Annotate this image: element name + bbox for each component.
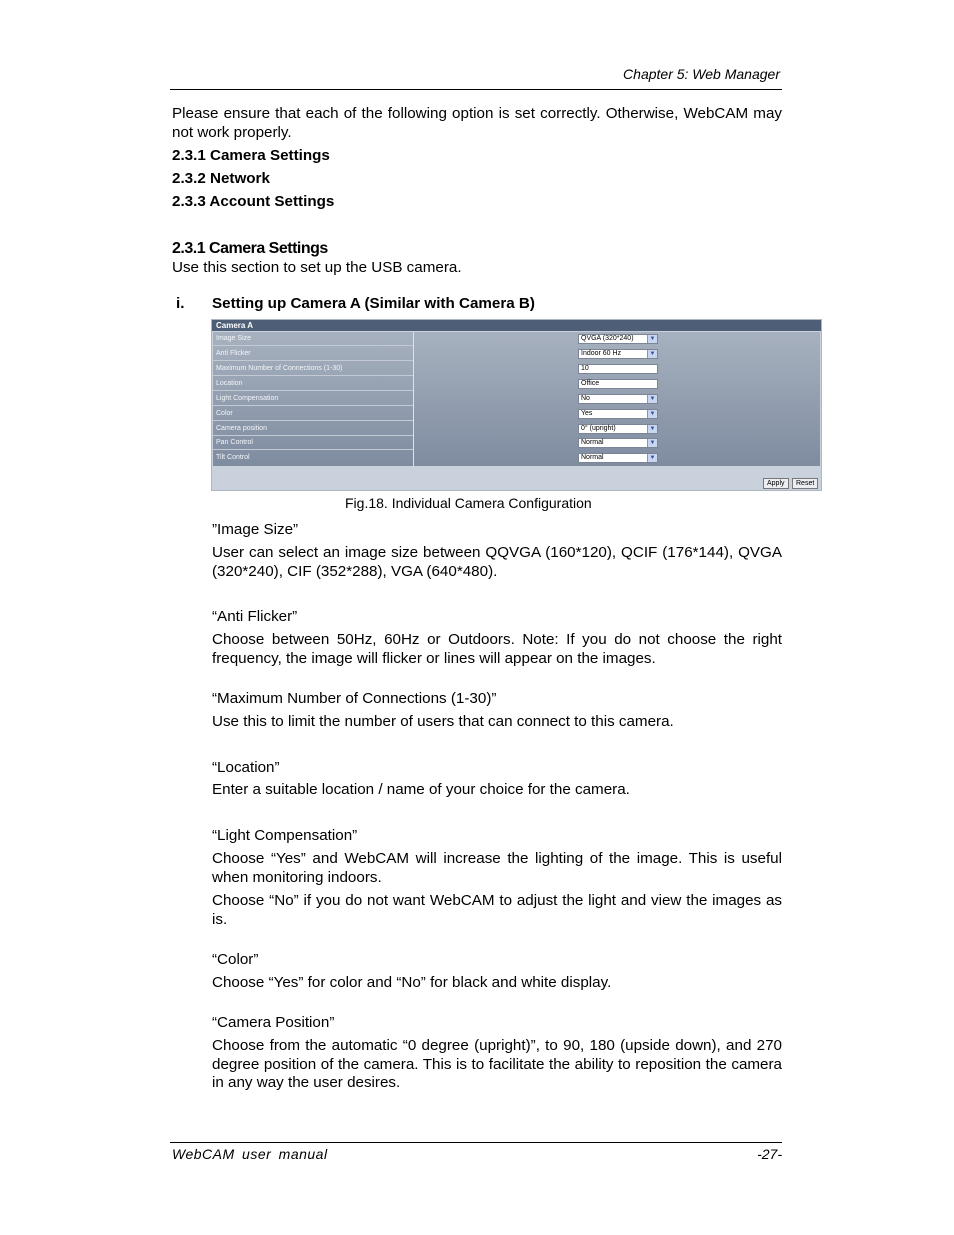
setting-label: Color (216, 410, 233, 417)
setting-row-color (213, 407, 820, 421)
setting-label: Maximum Number of Connections (1-30) (216, 365, 343, 372)
setting-label: Tilt Control (216, 453, 250, 461)
max-connections-input[interactable]: 10 (578, 364, 658, 374)
light-compensation-select[interactable]: No ▼ (578, 394, 658, 404)
location-heading: “Location” (212, 759, 280, 776)
camera-position-description: Choose from the automatic “0 degree (upright)”, to 90, 180 (upside down), and 270 degree position of the camera. This is to facilitate the ability to reposition the camera in any way the user desires. (212, 1037, 782, 1092)
location-input[interactable]: Office (578, 379, 658, 389)
chevron-down-icon: ▼ (647, 335, 657, 343)
chevron-down-icon: ▼ (647, 395, 657, 403)
footer-rule (170, 1142, 782, 1143)
figure-caption: Fig.18. Individual Camera Configuration (345, 495, 592, 511)
camera-position-select[interactable]: 0° (upright) ▼ (578, 424, 658, 434)
setting-row-location (213, 377, 820, 391)
anti-flicker-select[interactable]: Indoor 60 Hz ▼ (578, 349, 658, 359)
chapter-title: Chapter 5: Web Manager (623, 66, 780, 82)
max-connections-heading: “Maximum Number of Connections (1-30)” (212, 690, 497, 707)
chevron-down-icon: ▼ (647, 439, 657, 447)
setting-row-light-compensation (213, 392, 820, 406)
light-compensation-heading: “Light Compensation” (212, 827, 358, 844)
apply-button[interactable]: Apply (763, 478, 789, 489)
setting-label: Pan Control (216, 439, 253, 446)
light-compensation-description-yes: Choose “Yes” and WebCAM will increase the lighting of the image. This is useful when monitoring indoors. (212, 850, 782, 886)
color-select[interactable]: Yes ▼ (578, 409, 658, 419)
toc-link-camera-settings[interactable]: 2.3.1 Camera Settings (172, 147, 330, 164)
image-size-heading: ”Image Size” (212, 521, 299, 538)
light-compensation-description-no: Choose “No” if you do not want WebCAM to adjust the light and view the images as is. (212, 892, 782, 928)
setting-label: Location (216, 380, 243, 387)
chevron-down-icon: ▼ (647, 350, 657, 358)
pan-control-select[interactable]: Normal ▼ (578, 438, 658, 448)
camera-position-heading: “Camera Position” (212, 1014, 335, 1031)
chevron-down-icon: ▼ (647, 410, 657, 418)
setting-label: Camera position (216, 424, 267, 432)
page-number: -27- (757, 1146, 782, 1162)
max-connections-description: Use this to limit the number of users that can connect to this camera. (212, 713, 674, 730)
panel-body (213, 332, 820, 466)
setting-label: Anti Flicker (216, 349, 251, 357)
camera-settings-panel (211, 319, 822, 491)
toc-link-network[interactable]: 2.3.2 Network (172, 170, 270, 187)
chevron-down-icon: ▼ (647, 425, 657, 433)
subsection-number: i. (176, 295, 185, 312)
toc-link-account-settings[interactable]: 2.3.3 Account Settings (172, 193, 335, 210)
section-title: 2.3.1 Camera Settings (172, 240, 328, 257)
subsection-title: Setting up Camera A (Similar with Camera B) (212, 295, 535, 312)
anti-flicker-heading: “Anti Flicker” (212, 608, 298, 625)
image-size-select[interactable]: QVGA (320*240) ▼ (578, 334, 658, 344)
tilt-control-select[interactable]: Normal ▼ (578, 453, 658, 463)
setting-label: Image Size (216, 335, 252, 342)
column-divider (413, 332, 414, 466)
setting-row-anti-flicker (213, 347, 820, 361)
intro-text: Please ensure that each of the following option is set correctly. Otherwise, WebCAM may not work properly. (172, 105, 782, 141)
setting-row-pan-control (213, 436, 820, 450)
panel-title: Camera A (212, 320, 821, 331)
color-heading: “Color” (212, 951, 259, 968)
setting-row-tilt-control (213, 451, 820, 465)
setting-row-max-connections (213, 362, 820, 376)
reset-button[interactable]: Reset (792, 478, 818, 489)
setting-label: Light Compensation (216, 395, 279, 402)
anti-flicker-description: Choose between 50Hz, 60Hz or Outdoors. Note: If you do not choose the right frequency, the image will flicker or lines will appear on the images. (212, 631, 782, 667)
footer-manual-title: WebCAM user manual (172, 1146, 328, 1162)
color-description: Choose “Yes” for color and “No” for black and white display. (212, 974, 612, 991)
setting-row-camera-position (213, 422, 820, 436)
header-rule (170, 89, 782, 90)
chevron-down-icon: ▼ (647, 454, 657, 462)
image-size-description: User can select an image size between QQVGA (160*120), QCIF (176*144), QVGA (320*240), CIF (352*288), VGA (640*480). (212, 544, 782, 580)
section-description: Use this section to set up the USB camera. (172, 259, 462, 276)
location-description: Enter a suitable location / name of your choice for the camera. (212, 781, 630, 798)
setting-row-image-size (213, 332, 820, 346)
